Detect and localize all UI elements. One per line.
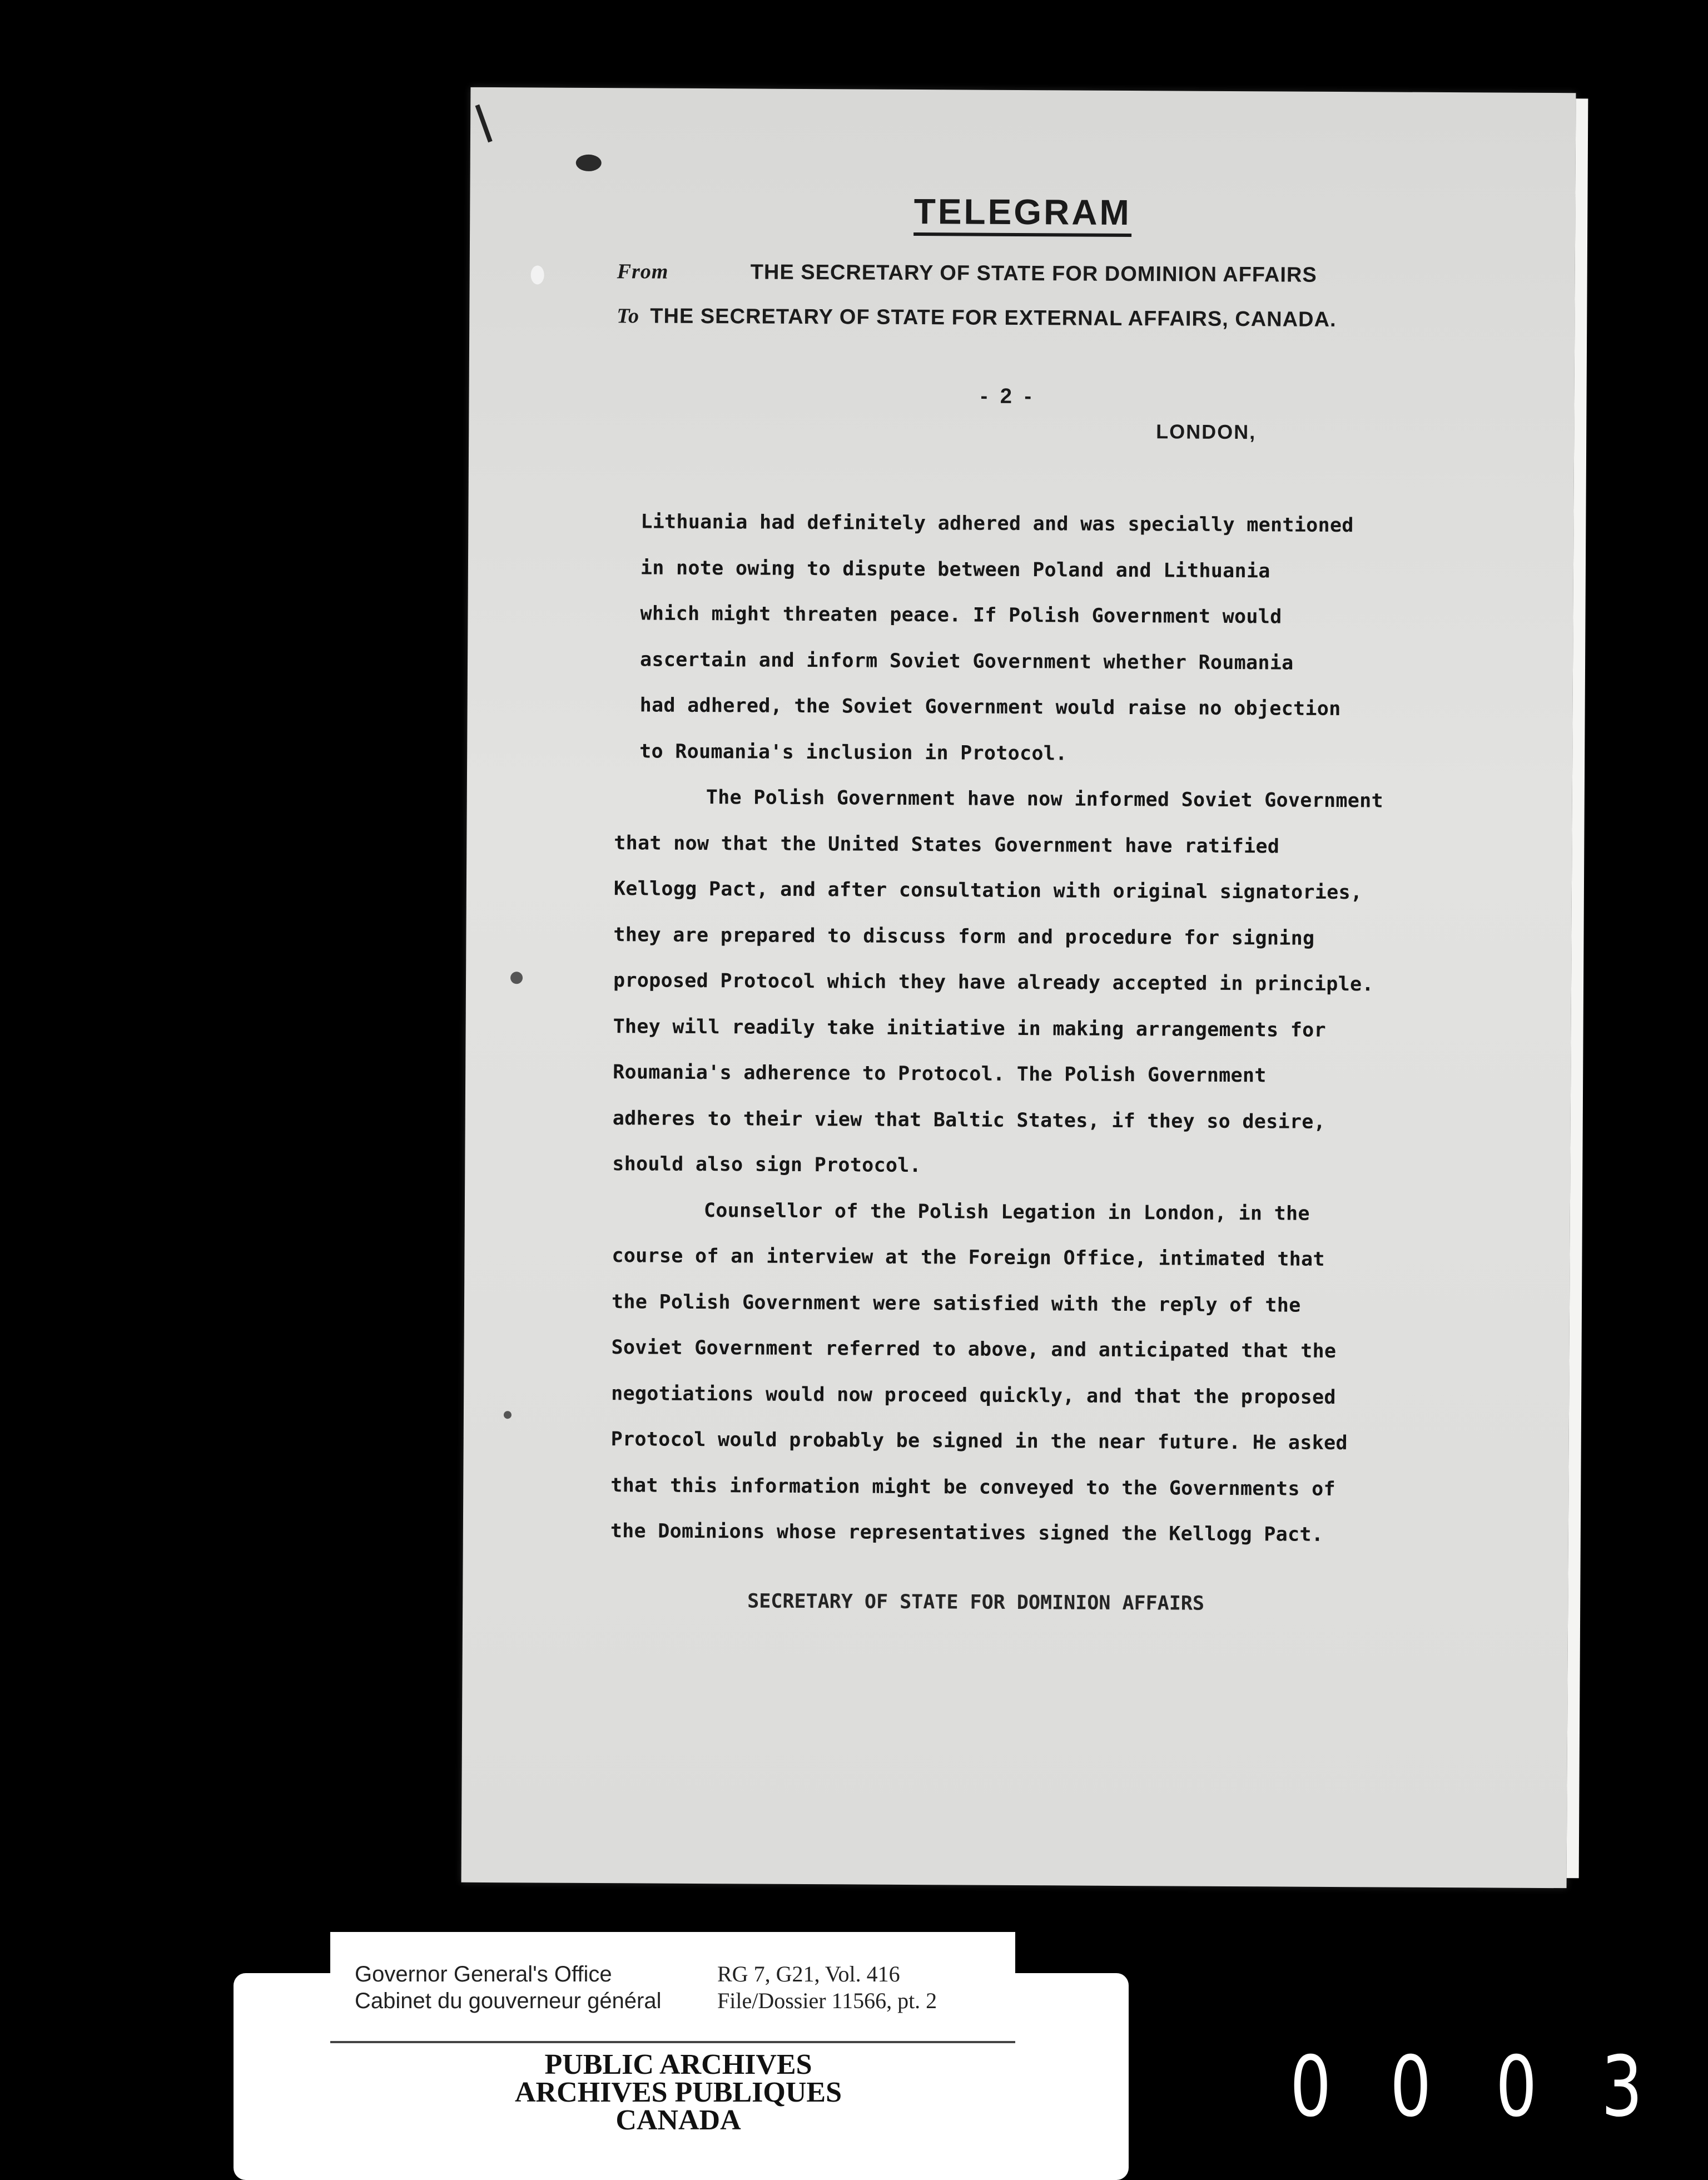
office-en: Governor General's Office [355, 1962, 612, 1986]
telegram-page [461, 87, 1576, 1888]
body-line: Lithuania had definitely adhered and was specially mentioned [640, 511, 1354, 537]
body-line: Roumania's adherence to Protocol. The Polish Government [613, 1061, 1267, 1087]
body-line: the Polish Government were satisfied with the reply of the [611, 1290, 1301, 1317]
body-line: Protocol would probably be signed in the near future. He asked [610, 1428, 1348, 1455]
page-number: - 2 - [980, 384, 1035, 409]
body-line: They will readily take initiative in making arrangements for [613, 1015, 1327, 1042]
staple-mark [475, 105, 493, 143]
to-value: THE SECRETARY OF STATE FOR EXTERNAL AFFAIRS, CANADA. [650, 304, 1337, 331]
body-line: the Dominions whose representatives signed the Kellogg Pact. [610, 1520, 1324, 1546]
file-number: File/Dossier 11566, pt. 2 [717, 1988, 937, 2013]
body-line: adheres to their view that Baltic States, if they so desire, [612, 1107, 1326, 1133]
telegram-title: TELEGRAM [470, 189, 1575, 235]
archives-line-1: PUBLIC ARCHIVES [544, 2049, 812, 2080]
frame-digit: 0 [1496, 2039, 1537, 2136]
body-line: to Roumania's inclusion in Protocol. [639, 740, 1068, 765]
archives-line-2: ARCHIVES PUBLIQUES [514, 2077, 842, 2108]
punch-mark [504, 1411, 512, 1419]
body-line: Counsellor of the Polish Legation in London, in the [703, 1199, 1310, 1225]
frame-digit: 0 [1290, 2039, 1332, 2136]
reference-block [717, 1961, 937, 2014]
frame-digit: 3 [1601, 2039, 1643, 2136]
body-line: had adhered, the Soviet Government would raise no objection [639, 694, 1341, 721]
to-label: To [617, 304, 640, 328]
record-group: RG 7, G21, Vol. 416 [717, 1961, 900, 1986]
page-edge [1567, 98, 1588, 1878]
body-line: ascertain and inform Soviet Government whether Roumania [639, 648, 1294, 675]
punch-mark [576, 155, 602, 171]
archives-stamp [450, 2051, 906, 2134]
from-label: From [617, 260, 669, 284]
archive-label [330, 1932, 1015, 2041]
body-line: negotiations would now proceed quickly, and that the proposed [611, 1382, 1336, 1409]
frame-digit: 0 [1390, 2039, 1432, 2136]
from-line [617, 259, 1317, 288]
punch-mark [531, 265, 544, 284]
body-line: they are prepared to discuss form and procedure for signing [613, 923, 1315, 950]
office-block [355, 1961, 662, 2014]
signature-line: SECRETARY OF STATE FOR DOMINION AFFAIRS [747, 1590, 1205, 1615]
body-line: Soviet Government referred to above, and anticipated that the [611, 1336, 1337, 1362]
to-line [617, 304, 1336, 332]
body-line: course of an interview at the Foreign Office, intimated that [612, 1245, 1325, 1271]
body-line: in note owing to dispute between Poland and Lithuania [640, 556, 1270, 582]
office-fr: Cabinet du gouverneur général [355, 1989, 662, 2013]
place-line: LONDON, [1156, 420, 1257, 444]
archives-line-3: CANADA [615, 2104, 741, 2136]
from-value: THE SECRETARY OF STATE FOR DOMINION AFFAIRS [750, 260, 1317, 287]
body-line: which might threaten peace. If Polish Government would [640, 602, 1282, 628]
body-line: that now that the United States Government have ratified [614, 831, 1280, 858]
body-line: The Polish Government have now informed Soviet Government [706, 786, 1384, 812]
body-line: proposed Protocol which they have already accepted in principle. [613, 969, 1374, 996]
body-line: Kellogg Pact, and after consultation with original signatories, [613, 878, 1363, 904]
body-line: should also sign Protocol. [612, 1153, 922, 1177]
punch-mark [510, 972, 523, 984]
body-line: that this information might be conveyed to the Governments of [610, 1474, 1336, 1500]
